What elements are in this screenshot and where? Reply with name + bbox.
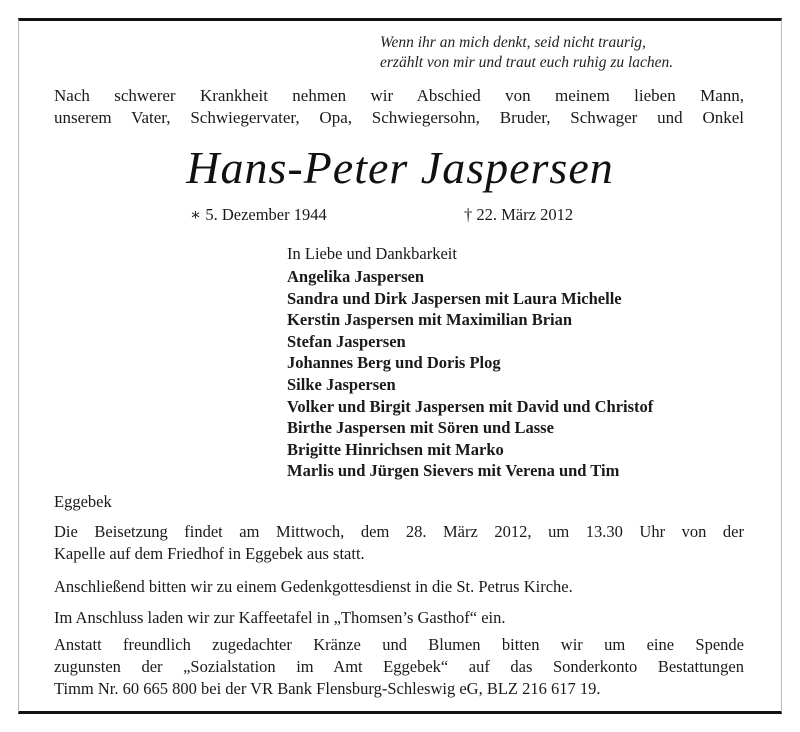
service-paragraph (54, 576, 744, 598)
family-member: Kerstin Jaspersen mit Maximilian Brian (287, 310, 573, 330)
family-member: Volker und Birgit Jaspersen mit David und Christof (287, 396, 654, 416)
intro-line-1: Nach schwerer Krankheit nehmen wir Abschied von meinem lieben Mann, (54, 86, 744, 105)
funeral-paragraph (54, 521, 744, 565)
donation-line-2: zugunsten der „Sozialstation im Amt Eggebek“ auf das Sonderkonto Bestattungen (54, 657, 744, 676)
motto-line-2: erzählt von mir und traut euch ruhig zu lachen. (380, 54, 674, 71)
donation-line-1: Anstatt freundlich zugedachter Kränze und Blumen bitten wir um eine Spende (54, 635, 744, 654)
family-greeting: In Liebe und Dankbarkeit (287, 244, 457, 263)
family-member: Birthe Jaspersen mit Sören und Lasse (287, 418, 554, 438)
family-member: Angelika Jaspersen (287, 267, 425, 286)
death-date: † 22. März 2012 (464, 205, 574, 224)
birth-date: ∗ 5. Dezember 1944 (190, 205, 327, 224)
donation-paragraph (54, 634, 744, 700)
family-list (287, 243, 767, 482)
place-name: Eggebek (54, 492, 112, 511)
family-member: Stefan Jaspersen (287, 331, 406, 351)
service-line: Anschließend bitten wir zu einem Gedenkgottesdienst in die St. Petrus Kirche. (54, 577, 573, 596)
family-member: Johannes Berg und Doris Plog (287, 353, 501, 373)
family-member: Silke Jaspersen (287, 374, 396, 394)
intro-text (54, 85, 744, 129)
coffee-line: Im Anschluss laden wir zur Kaffeetafel in „Thomsen’s Gasthof“ ein. (54, 608, 506, 627)
donation-line-3: Timm Nr. 60 665 800 bei der VR Bank Flensburg-Schleswig eG, BLZ 216 617 19. (54, 679, 601, 698)
family-member: Marlis und Jürgen Sievers mit Verena und Tim (287, 461, 620, 481)
intro-line-2: unserem Vater, Schwiegervater, Opa, Schwiegersohn, Bruder, Schwager und Onkel (54, 108, 744, 127)
coffee-paragraph (54, 607, 744, 629)
family-member: Sandra und Dirk Jaspersen mit Laura Michelle (287, 288, 622, 308)
deceased-name: Hans-Peter Jaspersen (186, 142, 614, 193)
funeral-line-1: Die Beisetzung findet am Mittwoch, dem 28. März 2012, um 13.30 Uhr von der (54, 522, 744, 541)
family-member: Brigitte Hinrichsen mit Marko (287, 439, 504, 459)
motto-line-1: Wenn ihr an mich denkt, seid nicht traurig, (380, 34, 646, 51)
motto-quote (380, 33, 740, 73)
funeral-line-2: Kapelle auf dem Friedhof in Eggebek aus statt. (54, 544, 365, 563)
